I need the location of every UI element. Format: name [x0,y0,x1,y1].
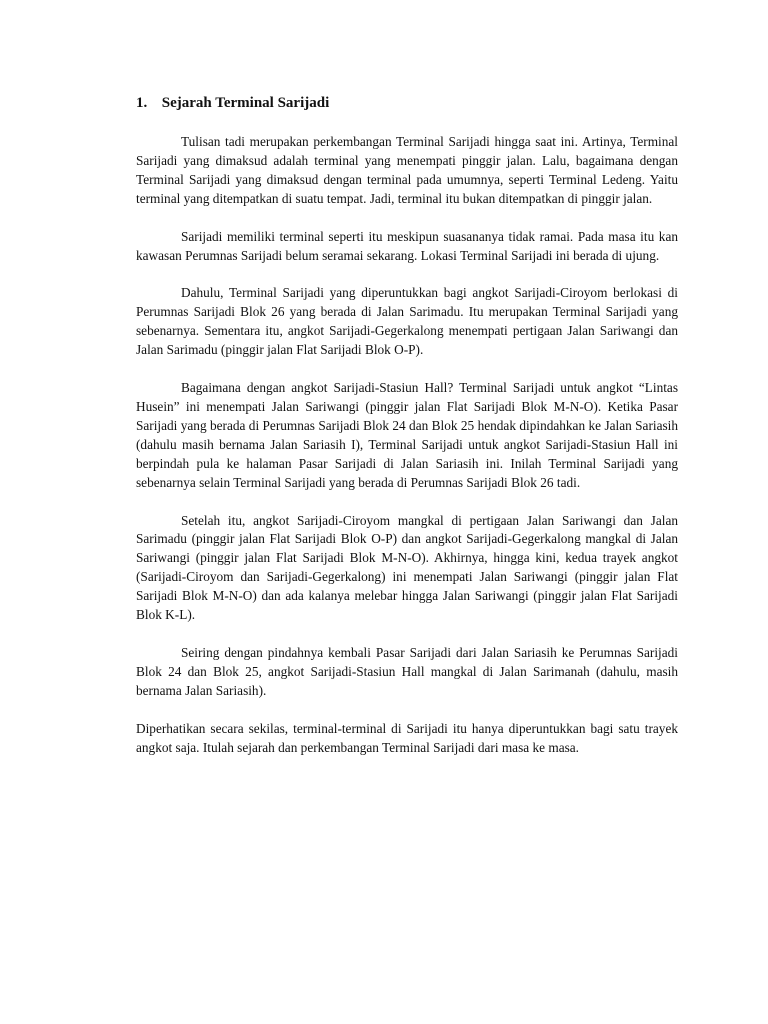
paragraph-5: Setelah itu, angkot Sarijadi-Ciroyom mangkal di pertigaan Jalan Sariwangi dan Jalan Sarimadu (pinggir jalan Flat Sarijadi Blok O-P) dan angkot Sarijadi-Gegerkalong mangkal di Jalan Sariwangi (pinggir jalan Flat Sarijadi Blok M-N-O). Akhirnya, hingga kini, kedua trayek angkot (Sarijadi-Ciroyom dan Sarijadi-Gegerkalong) ini menempati Jalan Sariwangi (pinggir jalan Flat Sarijadi Blok M-N-O) dan ada kalanya melebar hingga Jalan Sariwangi (pinggir jalan Flat Sarijadi Blok K-L). [136,512,678,623]
document-body [136,133,678,757]
paragraph-1: Tulisan tadi merupakan perkembangan Terminal Sarijadi hingga saat ini. Artinya, Terminal Sarijadi yang dimaksud adalah terminal yang menempati pinggir jalan. Lalu, bagaimana dengan Terminal Sarijadi yang dimaksud dengan terminal pada umumnya, seperti Terminal Ledeng. Yaitu terminal yang ditempatkan di suatu tempat. Jadi, terminal itu bukan ditempatkan di pinggir jalan. [136,134,678,206]
paragraph-4: Bagaimana dengan angkot Sarijadi-Stasiun Hall? Terminal Sarijadi untuk angkot “Lintas Husein” ini menempati Jalan Sariwangi (pinggir jalan Flat Sarijadi Blok M-N-O). Ketika Pasar Sarijadi yang berada di Perumnas Sarijadi Blok 24 dan Blok 25 hendak dipindahkan ke Jalan Sariasih (dahulu masih bernama Jalan Sariasih I), Terminal Sarijadi untuk angkot Sarijadi-Stasiun Hall ini berpindah pula ke halaman Pasar Sarijadi di Jalan Sariasih ini. Inilah Terminal Sarijadi yang sebenarnya selain Terminal Sarijadi yang berada di Perumnas Sarijadi Blok 26 tadi. [136,380,678,490]
paragraph-2: Sarijadi memiliki terminal seperti itu meskipun suasananya tidak ramai. Pada masa itu kan kawasan Perumnas Sarijadi belum seramai sekarang. Lokasi Terminal Sarijadi ini berada di ujung. [136,228,678,263]
section-title: Sejarah Terminal Sarijadi [161,95,330,111]
paragraph-7: Diperhatikan secara sekilas, terminal-terminal di Sarijadi itu hanya diperuntukkan bagi satu trayek angkot saja. Itulah sejarah dan perkembangan Terminal Sarijadi dari masa ke masa. [136,720,678,755]
paragraph-6: Seiring dengan pindahnya kembali Pasar Sarijadi dari Jalan Sariasih ke Perumnas Sarijadi Blok 24 dan Blok 25, angkot Sarijadi-Stasiun Hall mangkal di Jalan Sarimanah (dahulu, masih bernama Jalan Sariasih). [136,644,678,698]
paragraph-3: Dahulu, Terminal Sarijadi yang diperuntukkan bagi angkot Sarijadi-Ciroyom berlokasi di Perumnas Sarijadi Blok 26 yang berada di Jalan Sarimadu. Itu merupakan Terminal Sarijadi yang sebenarnya. Sementara itu, angkot Sarijadi-Gegerkalong menempati pertigaan Jalan Sariwangi dan Jalan Sarimadu (pinggir jalan Flat Sarijadi Blok O-P). [136,285,678,358]
section-heading [136,92,329,114]
section-number: 1. [136,95,148,111]
